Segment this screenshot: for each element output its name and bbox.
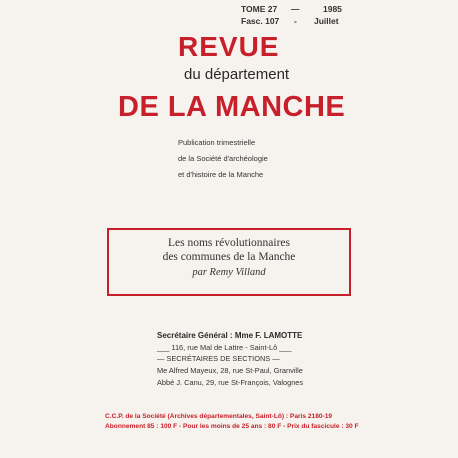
fascicle-label: Fasc. 107 xyxy=(241,16,280,26)
footer-ccp: C.C.P. de la Société (Archives départementales, Saint-Lô) : Paris 2180-19 xyxy=(105,413,333,420)
month-label: Juillet xyxy=(314,16,339,26)
article-box xyxy=(107,228,351,296)
publication-line: de la Société d'archéologie xyxy=(178,154,268,163)
sections-title: — SECRÉTAIRES DE SECTIONS — xyxy=(157,354,280,363)
article-author: par Remy Villand xyxy=(192,267,266,278)
title-revue: REVUE xyxy=(178,31,280,62)
header-dash: — xyxy=(291,4,300,14)
footer-subscription: Abonnement 85 : 100 F - Pour les moins de 25 ans : 80 F - Prix du fascicule : 30 F xyxy=(105,423,359,430)
tome-label: TOME 27 xyxy=(241,4,278,14)
article-title: des communes de la Manche xyxy=(162,251,296,263)
section-secretary: Me Alfred Mayeux, 28, rue St-Paul, Granville xyxy=(157,366,303,375)
title-departement: du département xyxy=(184,66,290,83)
secretary-address: ___ 116, rue Mal de Lattre - Saint-Lô ___ xyxy=(157,343,292,352)
year-label: 1985 xyxy=(323,4,342,14)
header-dash: - xyxy=(294,16,297,26)
section-secretary: Abbé J. Canu, 29, rue St-François, Valognes xyxy=(157,378,304,387)
title-manche: DE LA MANCHE xyxy=(118,91,346,123)
secretary-general: Secrétaire Général : Mme F. LAMOTTE xyxy=(157,331,303,340)
article-title: Les noms révolutionnaires xyxy=(167,237,290,249)
publication-line: Publication trimestrielle xyxy=(178,138,256,147)
publication-line: et d'histoire de la Manche xyxy=(178,170,264,179)
